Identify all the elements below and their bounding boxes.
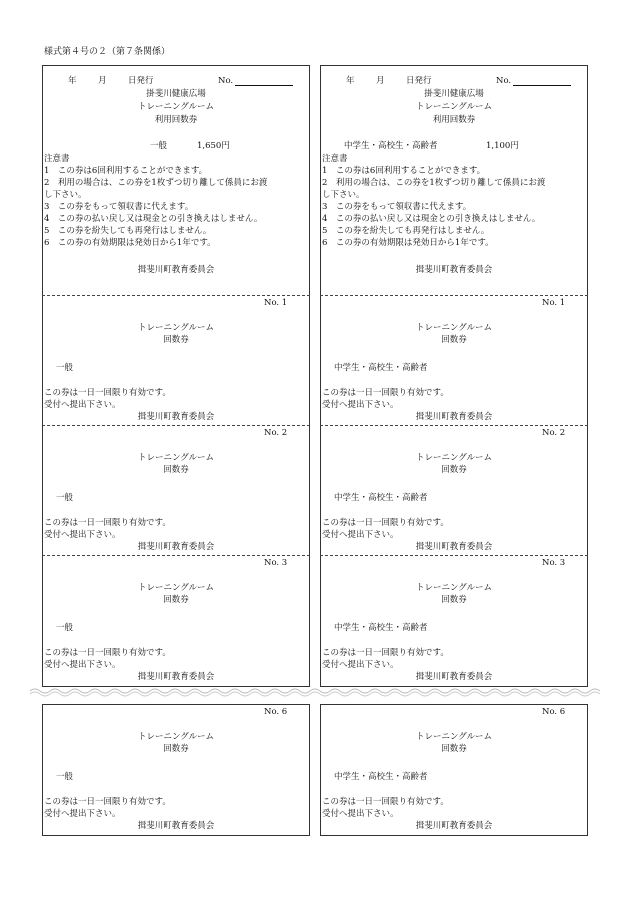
note-2: 2 利用の場合は、この券を1枚ずつ切り離して係員にお渡	[322, 178, 546, 188]
stub-category: 一般	[56, 772, 74, 782]
tear-line	[42, 295, 310, 296]
stub-issuer: 揖斐川町教育委員会	[415, 542, 493, 552]
ticket-main-title: 利用回数券	[432, 115, 476, 125]
tear-line	[42, 425, 310, 426]
stub-issuer: 揖斐川町教育委員会	[137, 412, 215, 422]
stub-number: No. 2	[542, 428, 566, 438]
stub-validity: この券は一日一回限り有効です。	[44, 648, 171, 658]
stub-category: 中学生・高校生・高齢者	[334, 493, 428, 503]
category-label: 一般	[150, 141, 168, 151]
ticket-number-label: No.	[496, 76, 571, 87]
facility-name: 掛斐川健康広場	[146, 89, 206, 99]
stub-category: 一般	[56, 363, 74, 373]
stub-issuer: 揖斐川町教育委員会	[137, 672, 215, 682]
stub-room-name: トレーニングルーム	[137, 732, 215, 742]
stub-category: 一般	[56, 493, 74, 503]
issuer-name: 揖斐川町教育委員会	[415, 265, 493, 275]
stub-number: No. 1	[264, 298, 288, 308]
stub-category: 一般	[56, 623, 74, 633]
stub-submit: 受付へ提出下さい。	[322, 400, 399, 410]
category-label: 中学生・高校生・高齢者	[344, 141, 438, 151]
stub-submit: 受付へ提出下さい。	[44, 400, 121, 410]
stub-submit: 受付へ提出下さい。	[322, 809, 399, 819]
issue-year: 年	[68, 76, 77, 86]
ticket-number-blank	[513, 76, 571, 86]
note-3: 3 この券をもって領収書に代えます。	[322, 202, 472, 212]
ticket-main-title: 利用回数券	[154, 115, 198, 125]
stub-ticket-title: 回数券	[441, 465, 467, 475]
issue-day: 日発行	[128, 76, 154, 86]
stub-validity: この券は一日一回限り有効です。	[322, 518, 449, 528]
ticket-number-label: No.	[218, 76, 293, 87]
note-2-cont: し下さい。	[44, 190, 87, 200]
stub-number: No. 3	[264, 558, 288, 568]
price-label: 1,650円	[197, 141, 230, 151]
facility-name: 掛斐川健康広場	[424, 89, 484, 99]
stub-number: No. 1	[542, 298, 566, 308]
issuer-name: 揖斐川町教育委員会	[137, 265, 215, 275]
tear-line	[320, 425, 588, 426]
room-name: トレーニングルーム	[137, 102, 215, 112]
tear-line	[42, 555, 310, 556]
note-6: 6 この券の有効期限は発効日から1年です。	[44, 238, 216, 248]
notes-title: 注意書	[44, 154, 70, 164]
stub-number: No. 6	[264, 707, 288, 717]
stub-ticket-title: 回数券	[441, 595, 467, 605]
stub-validity: この券は一日一回限り有効です。	[322, 648, 449, 658]
note-5: 5 この券を紛失しても再発行はしません。	[44, 226, 212, 236]
note-6: 6 この券の有効期限は発効日から1年です。	[322, 238, 494, 248]
stub-room-name: トレーニングルーム	[415, 453, 493, 463]
room-name: トレーニングルーム	[415, 102, 493, 112]
note-5: 5 この券を紛失しても再発行はしません。	[322, 226, 490, 236]
stub-issuer: 揖斐川町教育委員会	[415, 821, 493, 831]
note-3: 3 この券をもって領収書に代えます。	[44, 202, 194, 212]
stub-submit: 受付へ提出下さい。	[322, 660, 399, 670]
stub-validity: この券は一日一回限り有効です。	[44, 797, 171, 807]
issue-year: 年	[346, 76, 355, 86]
stub-submit: 受付へ提出下さい。	[44, 809, 121, 819]
stub-issuer: 揖斐川町教育委員会	[415, 672, 493, 682]
stub-validity: この券は一日一回限り有効です。	[44, 518, 171, 528]
stub-room-name: トレーニングルーム	[415, 583, 493, 593]
stub-room-name: トレーニングルーム	[415, 323, 493, 333]
stub-issuer: 揖斐川町教育委員会	[137, 542, 215, 552]
stub-room-name: トレーニングルーム	[137, 323, 215, 333]
omission-wave-divider	[30, 687, 600, 697]
stub-category: 中学生・高校生・高齢者	[334, 623, 428, 633]
note-4: 4 この券の払い戻し又は現金との引き換えはしません。	[44, 214, 263, 224]
form-title: 様式第４号の２（第７条関係）	[44, 47, 171, 57]
stub-category: 中学生・高校生・高齢者	[334, 363, 428, 373]
ticket-column-general	[42, 65, 310, 845]
stub-validity: この券は一日一回限り有効です。	[322, 388, 449, 398]
note-1: 1 この券は6回利用することができます。	[44, 166, 208, 176]
stub-ticket-title: 回数券	[163, 335, 189, 345]
issue-day: 日発行	[406, 76, 432, 86]
tear-line	[320, 555, 588, 556]
stub-category: 中学生・高校生・高齢者	[334, 772, 428, 782]
stub-room-name: トレーニングルーム	[137, 453, 215, 463]
stub-ticket-title: 回数券	[441, 335, 467, 345]
stub-room-name: トレーニングルーム	[137, 583, 215, 593]
tear-line	[320, 295, 588, 296]
stub-ticket-title: 回数券	[441, 744, 467, 754]
note-1: 1 この券は6回利用することができます。	[322, 166, 486, 176]
price-label: 1,100円	[486, 141, 519, 151]
note-4: 4 この券の払い戻し又は現金との引き換えはしません。	[322, 214, 541, 224]
stub-submit: 受付へ提出下さい。	[44, 660, 121, 670]
ticket-number-blank	[235, 76, 293, 86]
note-2: 2 利用の場合は、この券を1枚ずつ切り離して係員にお渡	[44, 178, 268, 188]
issue-month: 月	[376, 76, 385, 86]
stub-validity: この券は一日一回限り有効です。	[44, 388, 171, 398]
stub-issuer: 揖斐川町教育委員会	[415, 412, 493, 422]
stub-number: No. 3	[542, 558, 566, 568]
stub-room-name: トレーニングルーム	[415, 732, 493, 742]
stub-number: No. 6	[542, 707, 566, 717]
stub-submit: 受付へ提出下さい。	[322, 530, 399, 540]
stub-number: No. 2	[264, 428, 288, 438]
issue-month: 月	[98, 76, 107, 86]
stub-ticket-title: 回数券	[163, 744, 189, 754]
stub-validity: この券は一日一回限り有効です。	[322, 797, 449, 807]
ticket-column-student-senior	[320, 65, 588, 845]
stub-issuer: 揖斐川町教育委員会	[137, 821, 215, 831]
stub-ticket-title: 回数券	[163, 595, 189, 605]
notes-title: 注意書	[322, 154, 348, 164]
stub-submit: 受付へ提出下さい。	[44, 530, 121, 540]
stub-ticket-title: 回数券	[163, 465, 189, 475]
note-2-cont: し下さい。	[322, 190, 365, 200]
